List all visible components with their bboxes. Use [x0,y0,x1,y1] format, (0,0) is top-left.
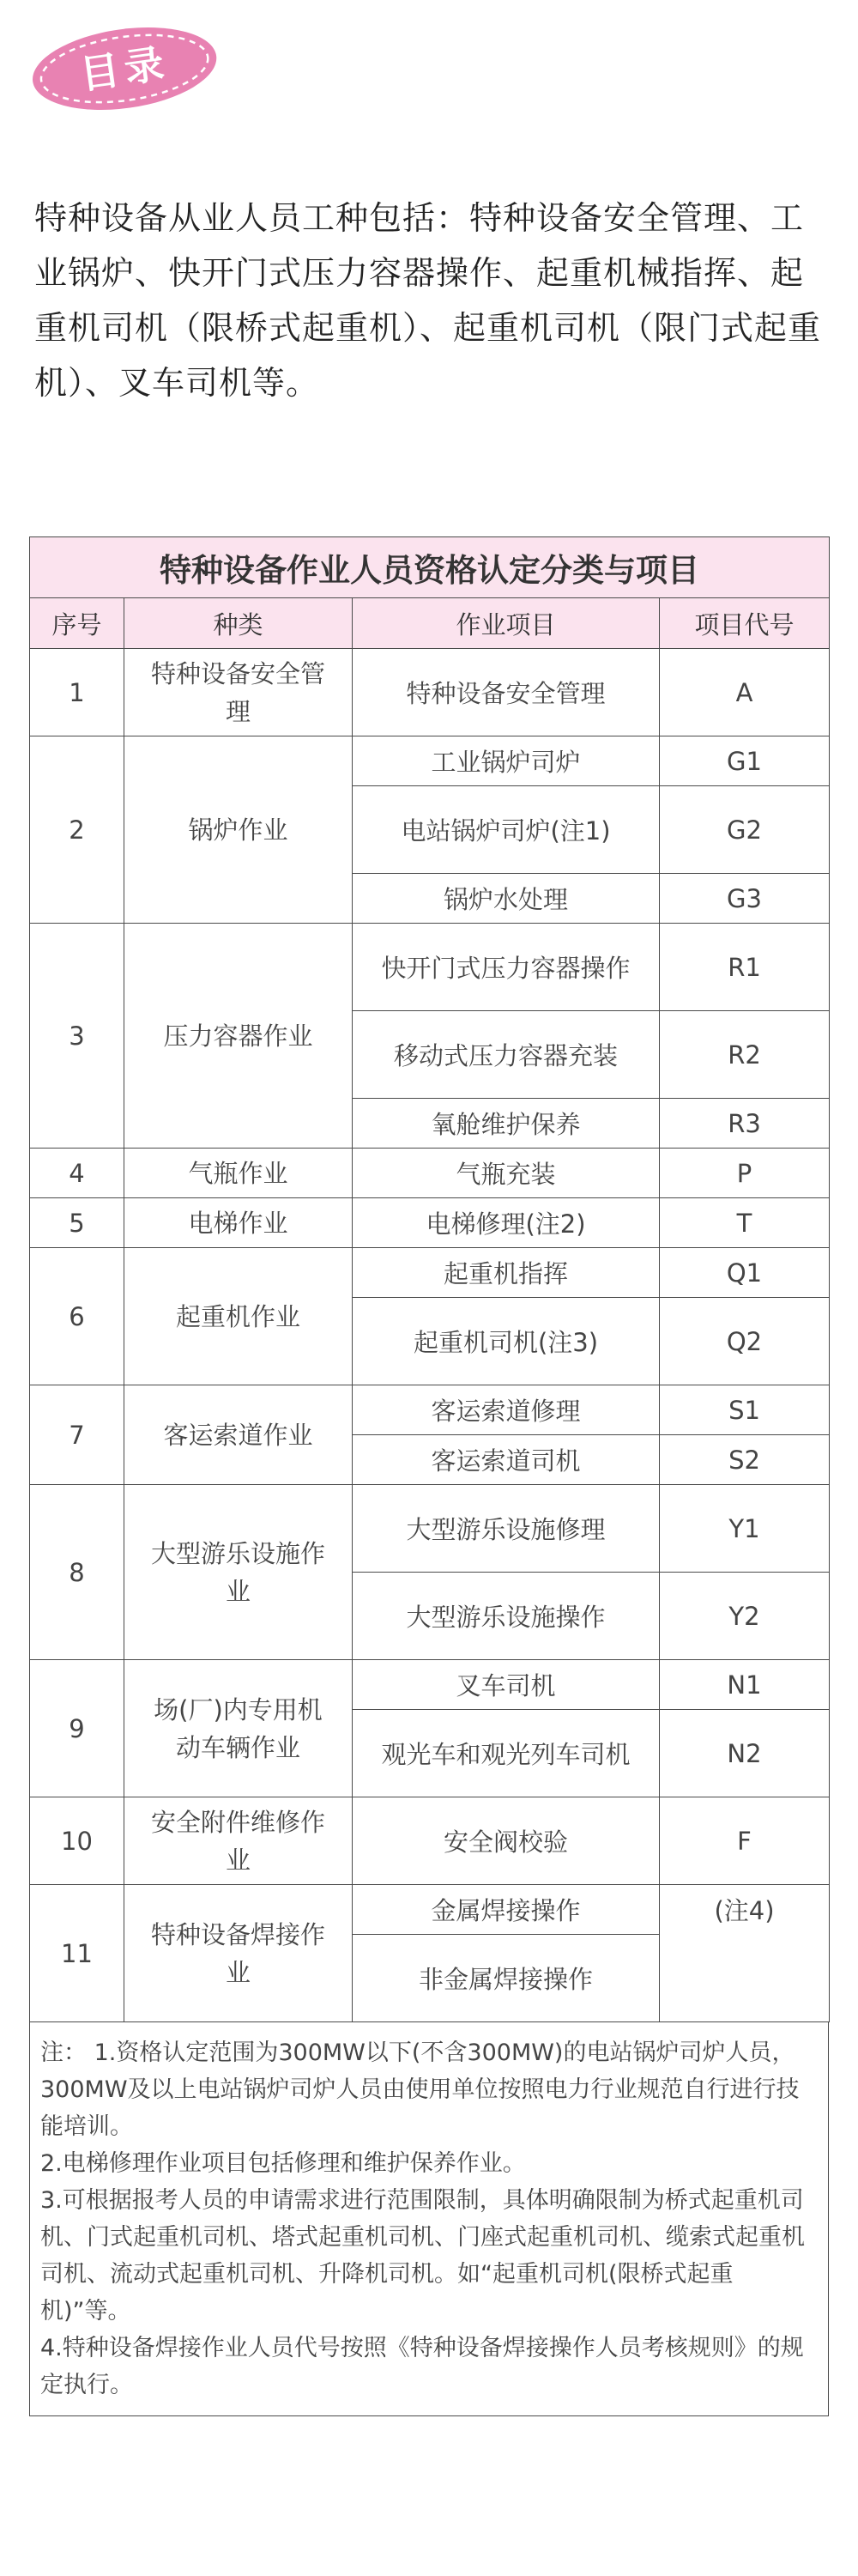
cell-code: R2 [660,1011,830,1099]
header-category: 种类 [124,598,353,649]
note-3: 3.可根据报考人员的申请需求进行范围限制，具体明确限制为桥式起重机司机、门式起重机司机、塔式起重机司机、门座式起重机司机、缆索式起重机司机、流动式起重机司机、升降机司机。如“起重机司机(限桥式起重机)”等。 [40,2187,805,2324]
cell-item: 非金属焊接操作 [353,1935,660,2022]
toc-badge [26,17,223,118]
cell-code: S2 [660,1435,830,1485]
cell-item: 工业锅炉司炉 [353,736,660,786]
cell-no: 11 [30,1885,124,2022]
cell-no: 10 [30,1797,124,1885]
cell-no: 6 [30,1248,124,1385]
cell-item: 快开门式压力容器操作 [353,924,660,1011]
cell-code: R1 [660,924,830,1011]
note-2: 2.电梯修理作业项目包括修理和维护保养作业。 [40,2150,526,2177]
cell-code: Y1 [660,1485,830,1573]
table-title: 特种设备作业人员资格认定分类与项目 [30,537,830,598]
cell-item: 起重机司机(注3) [353,1298,660,1385]
table-title-row [30,537,830,598]
cell-category: 大型游乐设施作业 [124,1485,353,1660]
cell-item: 观光车和观光列车司机 [353,1710,660,1797]
qualification-table [29,536,830,2022]
cell-category: 气瓶作业 [124,1149,353,1198]
cell-code: G1 [660,736,830,786]
cell-code: Y2 [660,1573,830,1660]
cell-item: 大型游乐设施修理 [353,1485,660,1573]
table-header-row [30,598,830,649]
table-row [30,1248,830,1298]
cell-item: 客运索道司机 [353,1435,660,1485]
cell-category: 场(厂)内专用机动车辆作业 [124,1660,353,1797]
header-code: 项目代号 [660,598,830,649]
table-row [30,924,830,1011]
cell-item: 起重机指挥 [353,1248,660,1298]
cell-item: 移动式压力容器充装 [353,1011,660,1099]
note-1: 注： 1.资格认定范围为300MW以下(不含300MW)的电站锅炉司炉人员，300MW及以上电站锅炉司炉人员由使用单位按照电力行业规范自行进行技能培训。 [40,2040,800,2140]
cell-item: 客运索道修理 [353,1385,660,1435]
cell-no: 2 [30,736,124,924]
cell-code: P [660,1149,830,1198]
table-row [30,1885,830,1935]
cell-code: Q2 [660,1298,830,1385]
note-4: 4.特种设备焊接作业人员代号按照《特种设备焊接操作人员考核规则》的规定执行。 [40,2335,804,2398]
notes-box [29,2022,829,2416]
cell-code [660,1935,830,2022]
cell-item: 锅炉水处理 [353,874,660,924]
badge-text: 目录 [76,39,172,98]
cell-item: 电梯修理(注2) [353,1198,660,1248]
cell-code: (注4) [660,1885,830,1935]
cell-category: 安全附件维修作业 [124,1797,353,1885]
cell-item: 特种设备安全管理 [353,649,660,736]
table-row [30,736,830,786]
header-item: 作业项目 [353,598,660,649]
qualification-table-wrap [29,536,829,2416]
cell-code: R3 [660,1099,830,1149]
cell-code: S1 [660,1385,830,1435]
cell-code: G2 [660,786,830,874]
cell-no: 3 [30,924,124,1149]
cell-item: 大型游乐设施操作 [353,1573,660,1660]
cell-code: F [660,1797,830,1885]
table-row [30,1385,830,1435]
cell-code: G3 [660,874,830,924]
cell-item: 电站锅炉司炉(注1) [353,786,660,874]
intro-paragraph: 特种设备从业人员工种包括：特种设备安全管理、工业锅炉、快开门式压力容器操作、起重机械指挥、起重机司机（限桥式起重机）、起重机司机（限门式起重机）、叉车司机等。 [34,199,822,402]
table-row [30,649,830,736]
cell-code: N2 [660,1710,830,1797]
cell-no: 5 [30,1198,124,1248]
cell-item: 金属焊接操作 [353,1885,660,1935]
cell-code: Q1 [660,1248,830,1298]
table-row [30,1797,830,1885]
cell-item: 叉车司机 [353,1660,660,1710]
cell-no: 9 [30,1660,124,1797]
cell-item: 安全阀校验 [353,1797,660,1885]
cell-no: 7 [30,1385,124,1485]
table-row [30,1660,830,1710]
cell-code: A [660,649,830,736]
cell-category: 电梯作业 [124,1198,353,1248]
cell-item: 气瓶充装 [353,1149,660,1198]
cell-code: N1 [660,1660,830,1710]
cell-category: 客运索道作业 [124,1385,353,1485]
cell-category: 起重机作业 [124,1248,353,1385]
table-row [30,1198,830,1248]
cell-category: 特种设备焊接作业 [124,1885,353,2022]
cell-category: 特种设备安全管理 [124,649,353,736]
table-row [30,1485,830,1573]
table-row [30,1149,830,1198]
cell-no: 1 [30,649,124,736]
cell-code: T [660,1198,830,1248]
cell-no: 4 [30,1149,124,1198]
cell-category: 锅炉作业 [124,736,353,924]
cell-item: 氧舱维护保养 [353,1099,660,1149]
cell-category: 压力容器作业 [124,924,353,1149]
cell-no: 8 [30,1485,124,1660]
header-no: 序号 [30,598,124,649]
